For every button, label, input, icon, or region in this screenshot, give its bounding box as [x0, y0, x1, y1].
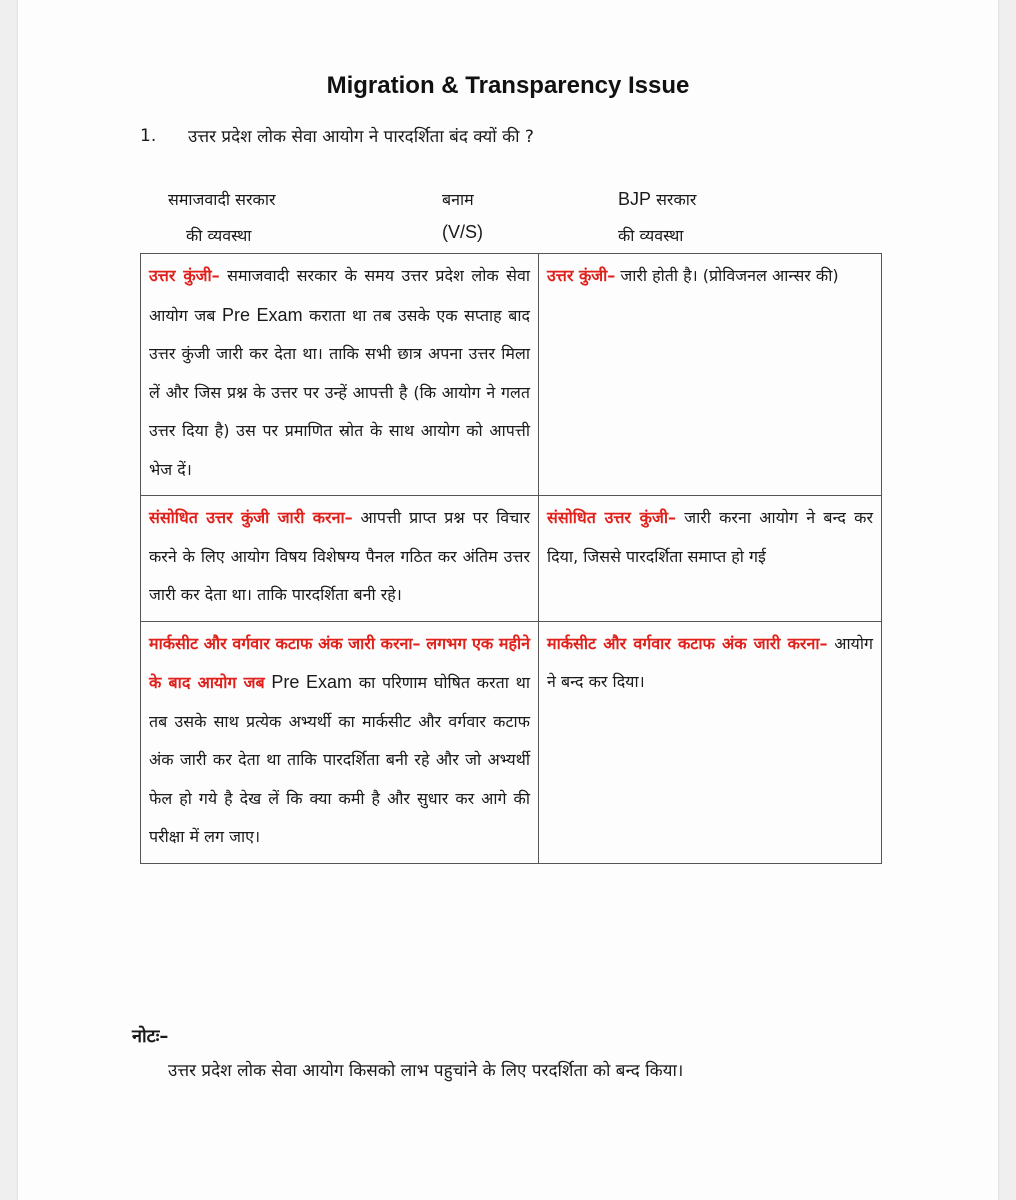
table-row [141, 621, 882, 863]
question-number: 1. [140, 126, 157, 146]
row2-left-cell [141, 496, 539, 622]
comparison-table [140, 253, 882, 864]
row2-right-heading: संसोधित उत्तर कुंजी– [547, 508, 676, 527]
question-text: उत्तर प्रदेश लोक सेवा आयोग ने पारदर्शिता बंद क्यों की ? [188, 127, 534, 147]
header-left-line2: की व्यवस्था [186, 226, 252, 245]
row2-left-heading: संसोधित उत्तर कुंजी जारी करना– [149, 508, 353, 527]
note-text: उत्तर प्रदेश लोक सेवा आयोग किसको लाभ पहुचांने के लिए परदर्शिता को बन्द किया। [168, 1061, 684, 1081]
row2-left-text-1: आपत्ती प्राप्त प्रश्न पर विचार करने के लिए आयोग विषय विशेषग्य पैनल गठित कर अंतिम उत्तर जारी कर देता था। ताकि पारदर्शिता बनी रहे। [149, 508, 530, 604]
row3-left-cell [141, 621, 539, 863]
row1-left-text-2: कराता था तब उसके एक सप्ताह बाद उत्तर कुंजी जारी कर देता था। ताकि सभी छात्र अपना उत्तर मिला लें और जिस प्रश्न के उत्तर पर उन्हें आपत्ती है (कि आयोग ने गलत उत्तर दिया है) उस पर प्रमाणित स्रोत के साथ आयोग को आपत्ती भेज दें। [149, 305, 530, 479]
row3-right-text: आयोग ने बन्द कर दिया। [547, 633, 873, 691]
header-right-sarkar: सरकार [651, 190, 697, 209]
document-title: Migration & Transparency Issue [326, 72, 690, 99]
row1-left-text-1: समाजवादी सरकार के समय उत्तर प्रदेश लोक सेवा आयोग जब [149, 266, 530, 325]
header-right-line1 [618, 188, 696, 210]
note-label: नोटः– [132, 1026, 169, 1047]
header-mid-line1: बनाम [442, 190, 474, 209]
header-right-bjp: BJP [618, 189, 652, 209]
header-left-line1: समाजवादी सरकार [168, 190, 276, 209]
table-row [141, 496, 882, 622]
row1-left-cell [141, 254, 539, 496]
row3-left-text-2: का परिणाम घोषित करता था तब उसके साथ प्रत्येक अभ्यर्थी का मार्कसीट और वर्गवार कटाफ अंक जारी कर देता था ताकि पारदर्शिता बनी रहे और जो अभ्यर्थी फेल हो गये है देख लें कि क्या कमी है और सुधार कर आगे की परीक्षा में लग जाए। [149, 673, 530, 846]
row2-right-cell [539, 496, 882, 622]
row3-right-heading: मार्कसीट और वर्गवार कटाफ अंक जारी करना– [547, 633, 828, 653]
row3-right-cell [539, 621, 882, 863]
table-row [141, 254, 882, 496]
row1-left-heading: उत्तर कुंजी– [149, 266, 220, 285]
row1-left-text-en: Pre Exam [222, 304, 303, 325]
header-mid-line2: (V/S) [442, 222, 484, 242]
row3-left-heading: मार्कसीट और वर्गवार कटाफ अंक जारी करना– लगभग एक महीने के बाद आयोग जब [149, 633, 530, 692]
row1-right-cell [539, 254, 882, 496]
row2-right-text: जारी करना आयोग ने बन्द कर दिया, जिससे पारदर्शिता समाप्त हो गई [547, 508, 873, 566]
row3-left-text-en: Pre Exam [264, 672, 353, 692]
row1-right-text: जारी होती है। (प्रोविजनल आन्सर की) [615, 266, 839, 285]
header-right-line2: की व्यवस्था [618, 226, 684, 245]
row1-right-heading: उत्तर कुंजी– [547, 266, 616, 285]
